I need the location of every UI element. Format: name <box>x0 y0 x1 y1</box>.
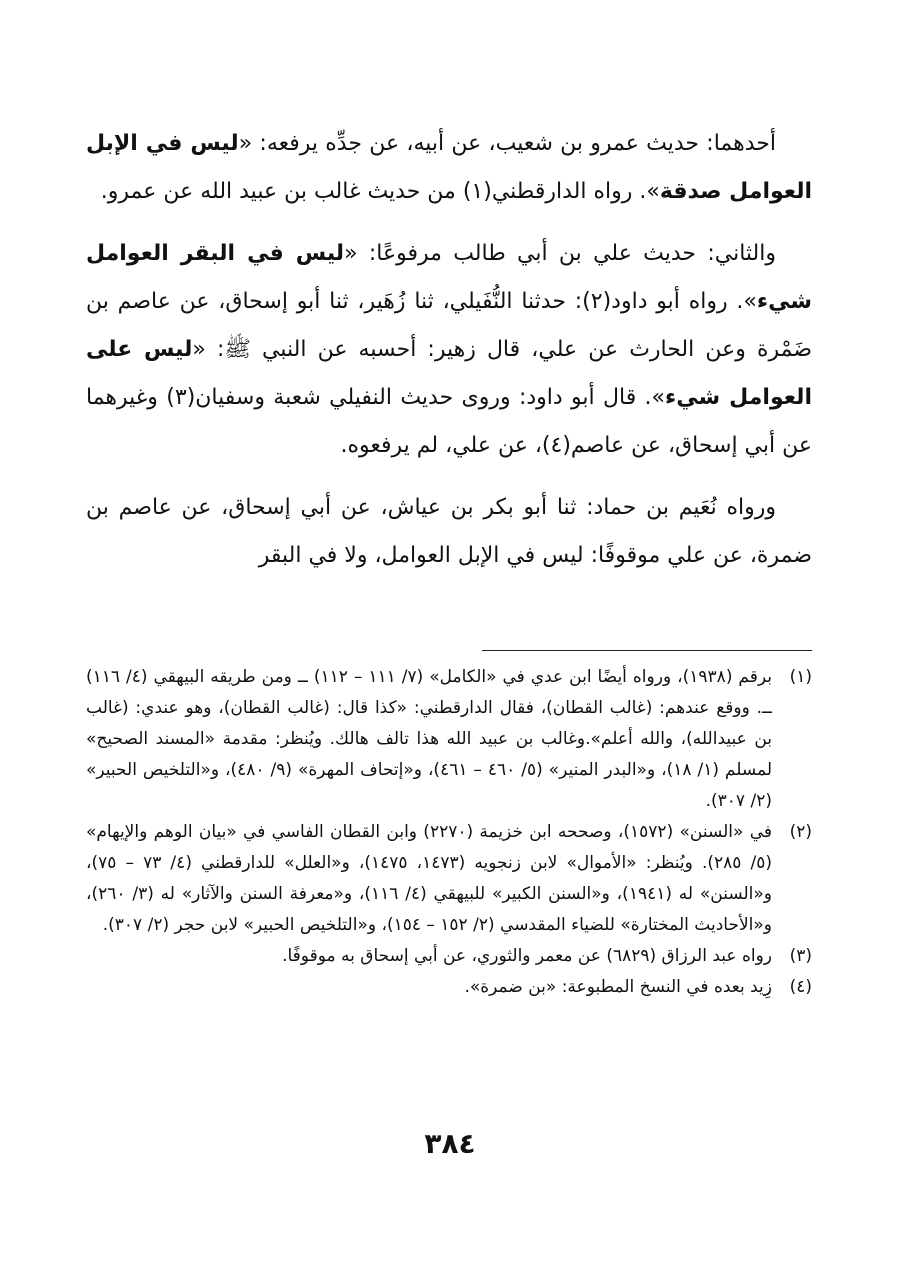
paragraph-2-segment-3: ». رواه أبو داود(٢): حدثنا النُّفَيلي، ثنا زُهَير، ثنا أبو إسحاق، عن عاصم بن ضَمْرة وعن الحارث عن علي، قال زهير: أحسبه عن النبي ﷺ: « <box>86 289 813 362</box>
paragraph-1-segment-1: أحدهما: حديث عمرو بن شعيب، عن أبيه، عن جدِّه يرفعه: « <box>238 131 776 156</box>
footnote-3 <box>86 941 812 972</box>
footnote-text: برقم (١٩٣٨)، ورواه أيضًا ابن عدي في «الكامل» (٧/ ١١١ – ١١٢) ــ ومن طريقه البيهقي (٤/ ١١٦) ــ. ووقع عندهم: (غالب القطان)، فقال الدارقطني: «كذا قال: (غالب القطان)، وهو عندي: (غالب بن عبيدالله)، والله أعلم».وغالب بن عبيد الله هذا تالف هالك. ويُنظر: مقدمة «المسند الصحيح» لمسلم (١/ ١٨)، و«البدر المنير» (٥/ ٤٦٠ – ٤٦١)، و«إتحاف المهرة» (٩/ ٤٨٠)، و«التلخيص الحبير» (٢/ ٣٠٧). <box>86 667 773 811</box>
hadith-quote-bold: ليس على العوامل شيء <box>86 337 812 410</box>
paragraph-1 <box>86 120 812 216</box>
page-number: ٣٨٤ <box>424 1127 476 1160</box>
hadith-quote-bold: ليس في البقر العوامل شيء <box>86 241 812 314</box>
footnote-2 <box>86 817 812 941</box>
footnote-1 <box>86 662 812 817</box>
footnote-number: (٤) <box>789 977 812 997</box>
paragraph-2-segment-1: والثاني: حديث علي بن أبي طالب مرفوعًا: « <box>344 241 776 266</box>
main-text <box>86 120 812 594</box>
footnote-text: زِيد بعده في النسخ المطبوعة: «بن ضمرة». <box>464 977 772 997</box>
footnote-text: في «السنن» (١٥٧٢)، وصححه ابن خزيمة (٢٢٧٠) وابن القطان الفاسي في «بيان الوهم والإيهام» (٥/ ٢٨٥). ويُنظر: «الأموال» لابن زنجويه (١٤٧٣، ١٤٧٥)، و«العلل» للدارقطني (٤/ ٧٣ – ٧٥)، و«السنن» له (١٩٤١)، و«السنن الكبير» للبيهقي (٤/ ١١٦)، و«معرفة السنن والآثار» له (٣/ ٢٦٠)، و«الأحاديث المختارة» للضياء المقدسي (٢/ ١٥٢ – ١٥٤)، و«التلخيص الحبير» لابن حجر (٢/ ٣٠٧). <box>86 822 773 935</box>
paragraph-3-segment-1: ورواه نُعَيم بن حماد: ثنا أبو بكر بن عياش، عن أبي إسحاق، عن عاصم بن ضمرة، عن علي موقوفًا: ليس في الإبل العوامل، ولا في البقر <box>86 495 812 568</box>
paragraph-3 <box>86 484 812 580</box>
footnote-text: رواه عبد الرزاق (٦٨٢٩) عن معمر والثوري، عن أبي إسحاق به موقوفًا. <box>282 946 772 966</box>
paragraph-1-segment-3: ». رواه الدارقطني(١) من حديث غالب بن عبيد الله عن عمرو. <box>100 179 660 204</box>
footnote-number: (٣) <box>789 946 812 966</box>
footnote-divider <box>482 650 812 651</box>
paragraph-2-segment-5: ». قال أبو داود: وروى حديث النفيلي شعبة وسفيان(٣) وغيرهما عن أبي إسحاق، عن عاصم(٤)، عن علي، لم يرفعوه. <box>86 385 812 458</box>
footnote-number: (١) <box>789 667 812 687</box>
footnotes <box>86 662 812 1003</box>
footnote-number: (٢) <box>789 822 812 842</box>
hadith-quote-bold: ليس في الإبل العوامل صدقة <box>86 131 812 204</box>
footnote-4 <box>86 972 812 1003</box>
paragraph-2 <box>86 230 812 470</box>
